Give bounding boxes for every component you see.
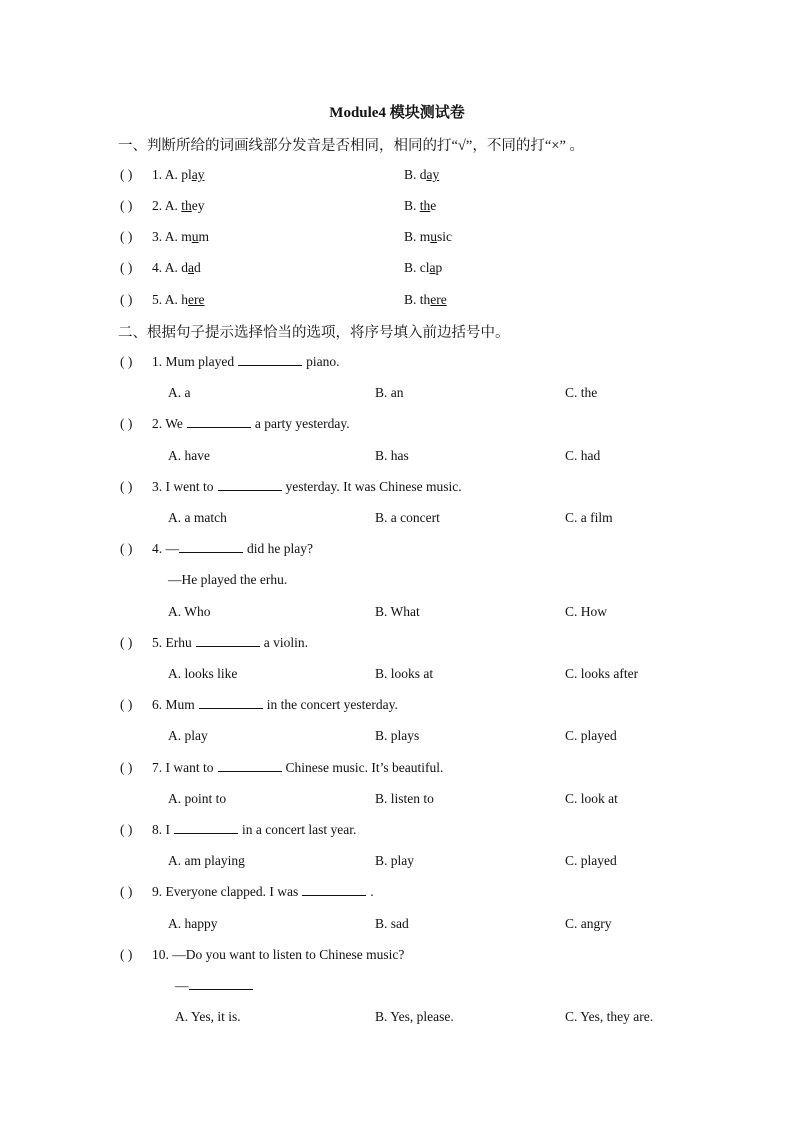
option-a[interactable]: A. point to: [168, 791, 227, 806]
s2-question-8: ( ) 8. I in a concert last year.: [0, 820, 794, 840]
s1-item-b: B. the: [404, 198, 437, 213]
s2-question-7: ( ) 7. I want to Chinese music. It’s beautiful.: [0, 758, 794, 778]
page-title: Module4 模块测试卷: [329, 105, 465, 121]
s1-item-a: 2. A. they: [152, 198, 205, 213]
s1-item-3: [0, 227, 794, 247]
fill-blank[interactable]: [302, 882, 366, 896]
s2-question-2: ( ) 2. We a party yesterday.: [0, 414, 794, 434]
answer-paren[interactable]: ( ): [120, 947, 133, 962]
option-c[interactable]: C. Yes, they are.: [565, 1009, 654, 1024]
s1-item-a: 3. A. mum: [152, 229, 210, 244]
s1-item-a: 5. A. here: [152, 292, 205, 307]
s2-options-9: [0, 914, 794, 934]
s2-options-1: [0, 383, 794, 403]
option-b[interactable]: B. a concert: [375, 510, 440, 525]
option-b[interactable]: B. sad: [375, 916, 409, 931]
option-a[interactable]: A. a: [168, 385, 191, 400]
s1-item-b: B. there: [404, 292, 447, 307]
s2-question-9: ( ) 9. Everyone clapped. I was .: [0, 882, 794, 902]
option-b[interactable]: B. plays: [375, 728, 420, 743]
option-c[interactable]: C. played: [565, 853, 617, 868]
s2-options-10: [0, 1007, 794, 1027]
s1-item-4: [0, 258, 794, 278]
option-a[interactable]: A. happy: [168, 916, 218, 931]
s2-options-3: [0, 508, 794, 528]
s2-question-5: ( ) 5. Erhu a violin.: [0, 633, 794, 653]
option-a[interactable]: A. have: [168, 448, 210, 463]
answer-paren[interactable]: ( ): [120, 541, 133, 556]
option-c[interactable]: C. a film: [565, 510, 613, 525]
option-b[interactable]: B. looks at: [375, 666, 434, 681]
option-b[interactable]: B. What: [375, 604, 420, 619]
fill-blank[interactable]: [238, 352, 302, 366]
option-b[interactable]: B. listen to: [375, 791, 434, 806]
option-c[interactable]: C. looks after: [565, 666, 639, 681]
answer-paren[interactable]: ( ): [120, 822, 133, 837]
s2-question-10: ( ) 10. —Do you want to listen to Chinese music?: [0, 945, 794, 965]
answer-paren[interactable]: ( ): [120, 167, 133, 182]
fill-blank[interactable]: [174, 820, 238, 834]
answer-paren[interactable]: ( ): [120, 292, 133, 307]
option-c[interactable]: C. look at: [565, 791, 618, 806]
option-a[interactable]: A. play: [168, 728, 208, 743]
option-a[interactable]: A. a match: [168, 510, 227, 525]
answer-paren[interactable]: ( ): [120, 229, 133, 244]
s2-options-2: [0, 446, 794, 466]
answer-paren[interactable]: ( ): [120, 635, 133, 650]
section2-heading: 二、根据句子提示选择恰当的选项，将序号填入前边括号中。: [118, 325, 510, 341]
s2-question-3: ( ) 3. I went to yesterday. It was Chinese music.: [0, 477, 794, 497]
option-a[interactable]: A. Who: [168, 604, 211, 619]
option-c[interactable]: C. played: [565, 728, 617, 743]
section1-heading: 一、判断所给的词画线部分发音是否相同，相同的打“√”，不同的打“×” 。: [118, 138, 585, 154]
s2-question-4: ( ) 4. — did he play?: [0, 539, 794, 559]
s2-options-6: [0, 726, 794, 746]
s1-item-b: B. music: [404, 229, 453, 244]
answer-paren[interactable]: ( ): [120, 354, 133, 369]
option-c[interactable]: C. angry: [565, 916, 612, 931]
s2-options-5: [0, 664, 794, 684]
s2-options-8: [0, 851, 794, 871]
option-b[interactable]: B. play: [375, 853, 414, 868]
s2-answer-line-4: —He played the erhu.: [168, 572, 288, 587]
option-c[interactable]: C. had: [565, 448, 601, 463]
s2-answer-line-10: —: [0, 976, 794, 996]
fill-blank[interactable]: [218, 477, 282, 491]
option-c[interactable]: C. How: [565, 604, 608, 619]
fill-blank[interactable]: [218, 758, 282, 772]
answer-paren[interactable]: ( ): [120, 760, 133, 775]
s2-options-4: [0, 602, 794, 622]
option-b[interactable]: B. has: [375, 448, 409, 463]
answer-paren[interactable]: ( ): [120, 884, 133, 899]
s1-item-5: [0, 290, 794, 310]
s1-item-2: [0, 196, 794, 216]
answer-paren[interactable]: ( ): [120, 697, 133, 712]
option-c[interactable]: C. the: [565, 385, 598, 400]
option-b[interactable]: B. Yes, please.: [375, 1009, 454, 1024]
s1-item-b: B. clap: [404, 260, 443, 275]
fill-blank[interactable]: [189, 976, 253, 990]
answer-paren[interactable]: ( ): [120, 260, 133, 275]
s1-item-1: [0, 165, 794, 185]
s1-item-b: B. day: [404, 167, 440, 182]
fill-blank[interactable]: [187, 414, 251, 428]
option-b[interactable]: B. an: [375, 385, 404, 400]
s1-item-a: 1. A. play: [152, 167, 205, 182]
answer-paren[interactable]: ( ): [120, 416, 133, 431]
fill-blank[interactable]: [196, 633, 260, 647]
option-a[interactable]: A. am playing: [168, 853, 245, 868]
s2-options-7: [0, 789, 794, 809]
s2-question-6: ( ) 6. Mum in the concert yesterday.: [0, 695, 794, 715]
s2-question-1: ( ) 1. Mum played piano.: [0, 352, 794, 372]
option-a[interactable]: A. looks like: [168, 666, 238, 681]
fill-blank[interactable]: [199, 695, 263, 709]
fill-blank[interactable]: [179, 539, 243, 553]
answer-paren[interactable]: ( ): [120, 198, 133, 213]
option-a[interactable]: A. Yes, it is.: [175, 1009, 241, 1024]
answer-paren[interactable]: ( ): [120, 479, 133, 494]
s1-item-a: 4. A. dad: [152, 260, 201, 275]
